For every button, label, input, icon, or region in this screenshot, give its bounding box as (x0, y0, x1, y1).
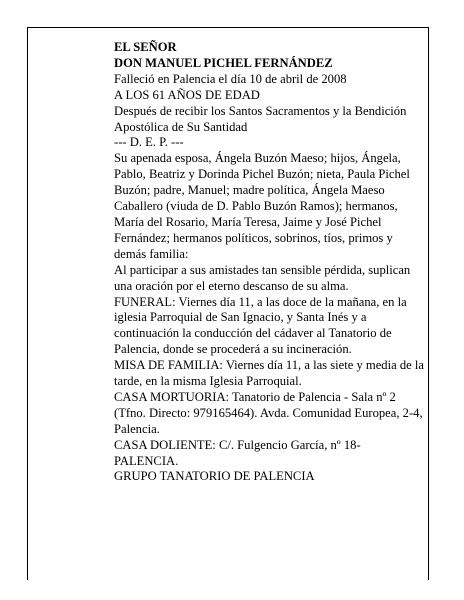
organizer-name: GRUPO TANATORIO DE PALENCIA (114, 469, 315, 484)
obituary-notice (114, 40, 424, 485)
funeral-home-info: CASA MORTUORIA: Tanatorio de Palencia - Sala nº 2 (Tfno. Directo: 979165464). Avda. Comunidad Europea, 2-4, Palencia. (114, 389, 423, 436)
funeral-info: FUNERAL: Viernes día 11, a las doce de la mañana, en la iglesia Parroquial de San Ignacio, y Santa Inés y a continuación la conducción del cádaver al Tanatorio de Palencia, donde se procederá a su incineración. (114, 294, 407, 357)
family-list: Su apenada esposa, Ángela Buzón Maeso; hijos, Ángela, Pablo, Beatriz y Dorinda Pichel Buzón; nieta, Paula Pichel Buzón; padre, Manuel; madre política, Ángela Maeso Caballero (viuda de D. Pablo Buzón Ramos); hermanos, María del Rosario, María Teresa, Jaime y José Pichel Fernández; hermanos políticos, sobrinos, tíos, primos y demás familia: (114, 151, 410, 261)
deceased-honorific: EL SEÑOR (114, 40, 177, 54)
age-at-death: A LOS 61 AÑOS DE EDAD (114, 87, 260, 102)
rest-in-peace: --- D. E. P. --- (114, 135, 184, 150)
prayer-request: Al participar a sus amistades tan sensible pérdida, suplican una oración por el eterno descanso de su alma. (114, 262, 411, 293)
mourning-house-info: CASA DOLIENTE: C/. Fulgencio García, nº 18- PALENCIA. (114, 437, 361, 468)
deceased-name: DON MANUEL PICHEL FERNÁNDEZ (114, 55, 333, 70)
death-info: Falleció en Palencia el día 10 de abril de 2008 (114, 71, 347, 86)
family-mass-info: MISA DE FAMILIA: Viernes día 11, a las siete y media de la tarde, en la misma Iglesia Parroquial. (114, 358, 424, 389)
sacraments-text: Después de recibir los Santos Sacramentos y la Bendición Apostólica de Su Santidad (114, 103, 407, 134)
